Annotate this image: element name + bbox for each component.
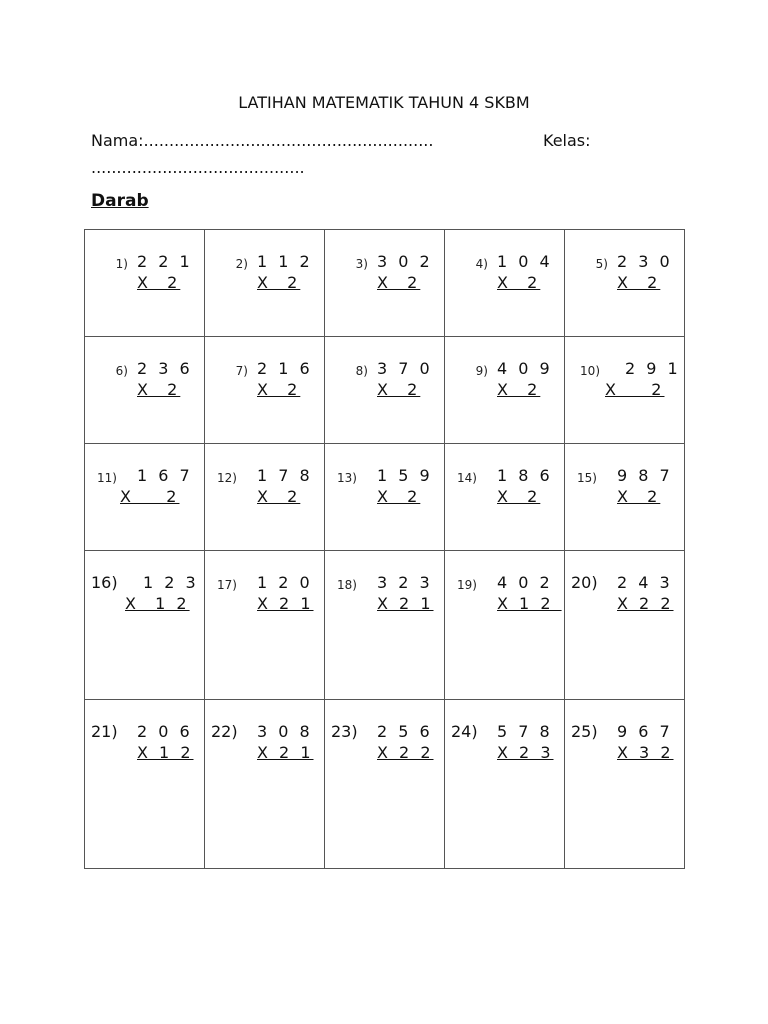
multiplicand: 2 2 1: [137, 252, 193, 271]
multiplier: X 1 2: [497, 594, 562, 613]
problem-cell: [325, 700, 445, 869]
multiplicand: 1 7 8: [257, 466, 313, 485]
problem-number: 17): [217, 578, 237, 592]
multiplier: X 2: [377, 380, 421, 399]
problem-grid: [84, 229, 685, 869]
multiplier: X 2: [497, 487, 541, 506]
multiplicand: 2 3 6: [137, 359, 193, 378]
problem-number: 11): [97, 471, 117, 485]
problem-number: 25): [571, 722, 598, 741]
multiplier: X 1 2: [125, 594, 190, 613]
problem-number: 13): [337, 471, 357, 485]
multiplier: X 2 1: [257, 594, 314, 613]
page-title: LATIHAN MATEMATIK TAHUN 4 SKBM: [238, 93, 530, 112]
multiplicand: 3 7 0: [377, 359, 433, 378]
problem-cell: [85, 337, 205, 444]
problem-cell: [85, 444, 205, 551]
grid-row: [85, 700, 685, 869]
multiplicand: 2 1 6: [257, 359, 313, 378]
section-heading: Darab: [91, 191, 149, 211]
grid-row: [85, 444, 685, 551]
problem-cell: [445, 230, 565, 337]
multiplier: X 2: [617, 273, 661, 292]
problem-number: 2): [235, 257, 248, 271]
problem-cell: [85, 230, 205, 337]
multiplicand: 3 0 8: [257, 722, 313, 741]
problem-cell: [325, 551, 445, 700]
problem-cell: [205, 230, 325, 337]
multiplicand: 2 4 3: [617, 573, 673, 592]
problem-number: 7): [235, 364, 248, 378]
problem-number: 24): [451, 722, 478, 741]
multiplier: X 2: [605, 380, 665, 399]
kelas-field: ..........................................: [91, 158, 305, 177]
problem-number: 20): [571, 573, 598, 592]
problem-cell: [445, 337, 565, 444]
multiplicand: 2 5 6: [377, 722, 433, 741]
multiplicand: 1 2 0: [257, 573, 313, 592]
multiplicand: 1 0 4: [497, 252, 553, 271]
multiplier: X 2: [257, 273, 301, 292]
multiplicand: 3 2 3: [377, 573, 433, 592]
problem-number: 9): [475, 364, 488, 378]
problem-number: 8): [355, 364, 368, 378]
problem-number: 22): [211, 722, 238, 741]
multiplicand: 9 6 7: [617, 722, 673, 741]
problem-cell: [205, 444, 325, 551]
problem-cell: [205, 700, 325, 869]
problem-number: 10): [580, 364, 600, 378]
multiplier: X 2: [137, 380, 181, 399]
problem-number: 4): [475, 257, 488, 271]
multiplier: X 2: [120, 487, 180, 506]
multiplier: X 2 2: [617, 594, 674, 613]
multiplicand: 2 0 6: [137, 722, 193, 741]
problem-number: 12): [217, 471, 237, 485]
problem-cell: [325, 337, 445, 444]
problem-cell: [325, 230, 445, 337]
multiplier: X 2: [377, 273, 421, 292]
problem-cell: [205, 337, 325, 444]
problem-cell: [205, 551, 325, 700]
problem-cell: [565, 444, 685, 551]
multiplier: X 2: [257, 380, 301, 399]
multiplier: X 2: [617, 487, 661, 506]
multiplicand: 4 0 2: [497, 573, 553, 592]
problem-cell: [445, 551, 565, 700]
multiplier: X 2 1: [377, 594, 434, 613]
kelas-label: Kelas:: [543, 131, 591, 150]
problem-number: 5): [595, 257, 608, 271]
problem-cell: [445, 444, 565, 551]
multiplicand: 1 6 7: [137, 466, 193, 485]
problem-cell: [445, 700, 565, 869]
multiplier: X 2 1: [257, 743, 314, 762]
grid-row: [85, 230, 685, 337]
nama-field: Nama:.........................................................: [91, 131, 434, 150]
problem-number: 1): [115, 257, 128, 271]
problem-number: 6): [115, 364, 128, 378]
problem-number: 18): [337, 578, 357, 592]
problem-cell: [325, 444, 445, 551]
problem-number: 15): [577, 471, 597, 485]
multiplicand: 1 8 6: [497, 466, 553, 485]
problem-number: 3): [355, 257, 368, 271]
multiplicand: 2 9 1: [625, 359, 681, 378]
grid-row: [85, 337, 685, 444]
multiplicand: 1 1 2: [257, 252, 313, 271]
problem-number: 14): [457, 471, 477, 485]
multiplicand: 3 0 2: [377, 252, 433, 271]
problem-cell: [565, 700, 685, 869]
multiplicand: 1 2 3: [143, 573, 199, 592]
problem-number: 23): [331, 722, 358, 741]
multiplicand: 1 5 9: [377, 466, 433, 485]
multiplicand: 9 8 7: [617, 466, 673, 485]
multiplier: X 3 2: [617, 743, 674, 762]
problem-number: 19): [457, 578, 477, 592]
problem-number: 16): [91, 573, 118, 592]
grid-row: [85, 551, 685, 700]
multiplicand: 5 7 8: [497, 722, 553, 741]
multiplier: X 2: [377, 487, 421, 506]
problem-number: 21): [91, 722, 118, 741]
multiplicand: 4 0 9: [497, 359, 553, 378]
problem-cell: [565, 337, 685, 444]
problem-cell: [85, 551, 205, 700]
multiplier: X 2: [137, 273, 181, 292]
multiplicand: 2 3 0: [617, 252, 673, 271]
multiplier: X 1 2: [137, 743, 194, 762]
multiplier: X 2: [497, 273, 541, 292]
multiplier: X 2 2: [377, 743, 434, 762]
multiplier: X 2 3: [497, 743, 554, 762]
problem-cell: [565, 230, 685, 337]
problem-cell: [565, 551, 685, 700]
multiplier: X 2: [257, 487, 301, 506]
multiplier: X 2: [497, 380, 541, 399]
problem-cell: [85, 700, 205, 869]
